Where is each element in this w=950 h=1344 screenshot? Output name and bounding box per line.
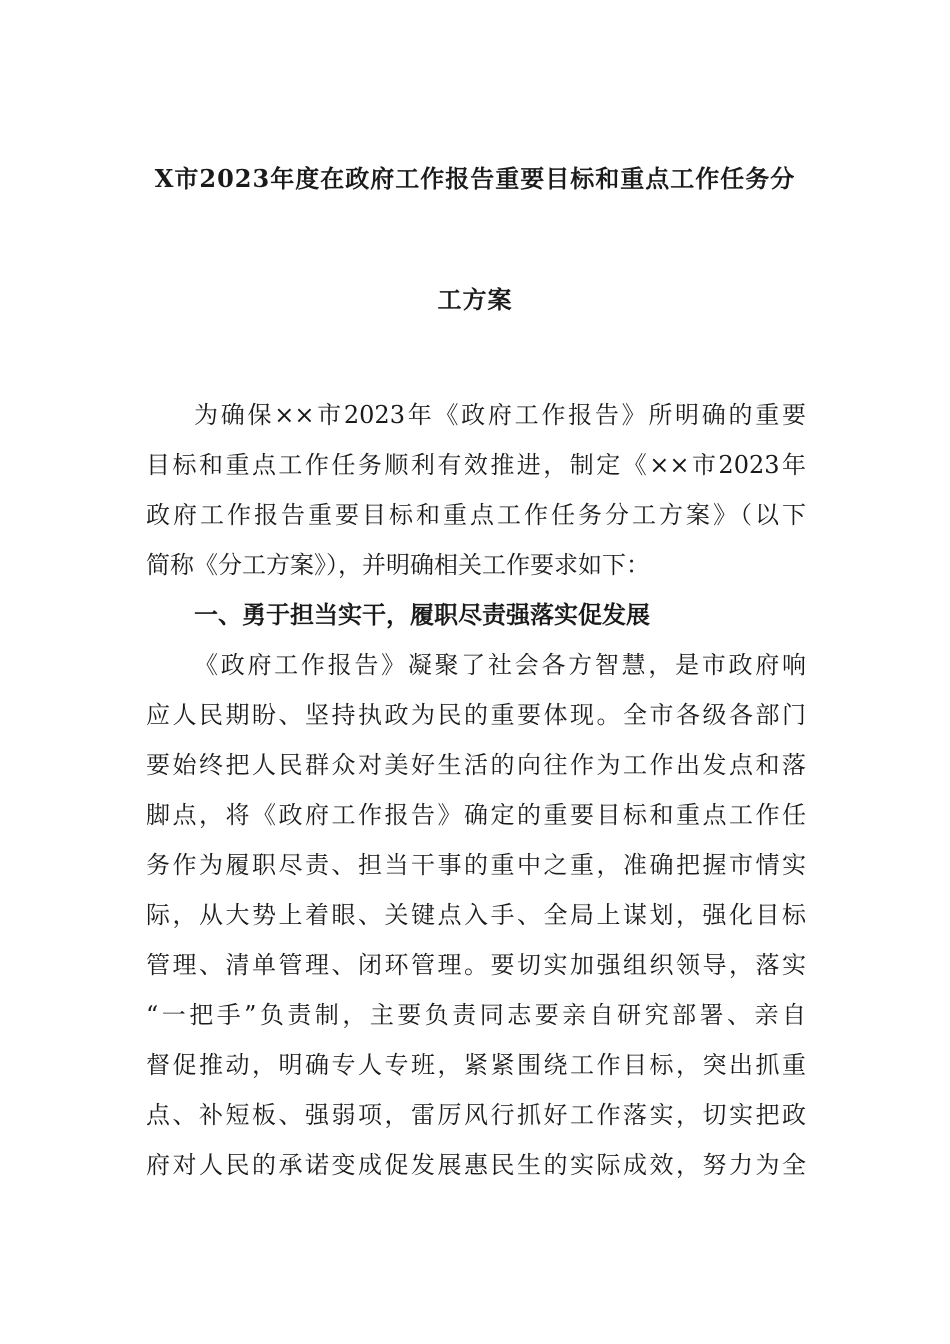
body-paragraph-line: 点、补短板、强弱项，雷厉风行抓好工作落实，切实把政 [146, 1101, 806, 1129]
document-title-line-1: X市2023年度在政府工作报告重要目标和重点工作任务分 [154, 164, 796, 193]
document-title-line-2: 工方案 [437, 285, 513, 314]
body-paragraph-line: 务作为履职尽责、担当干事的重中之重，准确把握市情实 [146, 851, 806, 879]
body-paragraph-line: 管理、清单管理、闭环管理。要切实加强组织领导，落实 [146, 951, 806, 979]
body-paragraph-line: 脚点，将《政府工作报告》确定的重要目标和重点工作任 [146, 801, 806, 829]
section-heading: 一、勇于担当实干，履职尽责强落实促发展 [194, 600, 650, 629]
body-paragraph-line: 《政府工作报告》凝聚了社会各方智慧，是市政府响 [194, 651, 806, 679]
body-paragraph-line: 际，从大势上着眼、关键点入手、全局上谋划，强化目标 [146, 901, 806, 929]
body-paragraph-line: 府对人民的承诺变成促发展惠民生的实际成效，努力为全 [146, 1151, 806, 1179]
body-paragraph-line: 应人民期盼、坚持执政为民的重要体现。全市各级各部门 [146, 701, 806, 729]
intro-paragraph-line: 目标和重点工作任务顺利有效推进，制定《××市2023年 [146, 451, 806, 479]
body-paragraph-line: 要始终把人民群众对美好生活的向往作为工作出发点和落 [146, 751, 806, 779]
body-paragraph-line: “一把手”负责制，主要负责同志要亲自研究部署、亲自 [146, 1001, 806, 1029]
intro-paragraph-line: 政府工作报告重要目标和重点工作任务分工方案》（以下 [146, 501, 806, 529]
intro-paragraph-line: 简称《分工方案》），并明确相关工作要求如下： [146, 551, 650, 579]
body-paragraph-line: 督促推动，明确专人专班，紧紧围绕工作目标，突出抓重 [146, 1051, 806, 1079]
intro-paragraph-line: 为确保××市2023年《政府工作报告》所明确的重要 [194, 401, 806, 429]
